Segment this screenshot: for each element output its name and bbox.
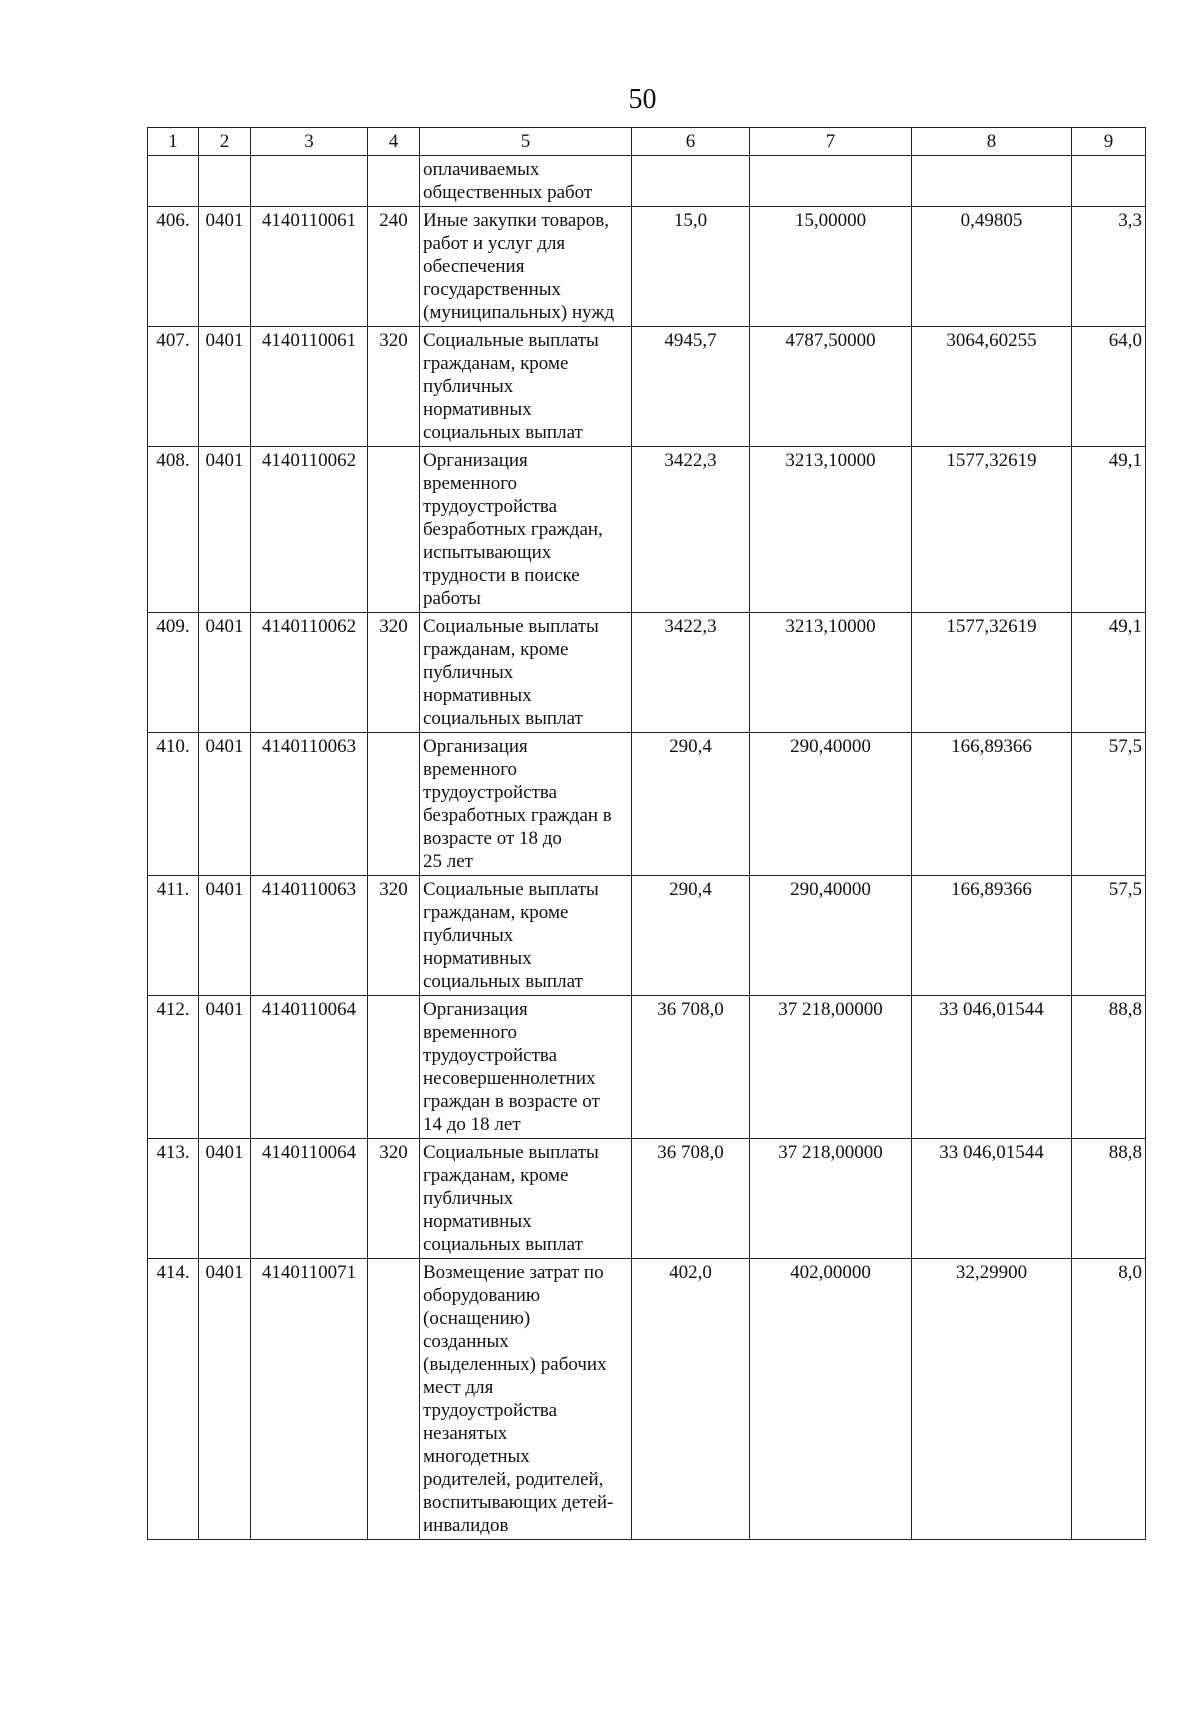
value-col-8: 1577,32619 xyxy=(912,613,1072,733)
item-name xyxy=(420,996,632,1139)
item-name-line: социальных выплат xyxy=(423,971,583,992)
value-col-9: 49,1 xyxy=(1072,447,1146,613)
item-name-line: Социальные выплаты xyxy=(423,1142,599,1163)
item-name-line: Организация xyxy=(423,736,528,757)
table-row xyxy=(148,327,1146,447)
item-name-line: незанятых xyxy=(423,1423,508,1444)
expense-type xyxy=(368,1259,420,1540)
row-number: 410. xyxy=(148,733,199,876)
header-col-9: 9 xyxy=(1072,128,1146,156)
item-name-line: временного xyxy=(423,473,518,494)
item-name-line: социальных выплат xyxy=(423,708,583,729)
section-code: 0401 xyxy=(199,447,251,613)
item-name-line: социальных выплат xyxy=(423,1234,583,1255)
item-name xyxy=(420,733,632,876)
value-col-9: 57,5 xyxy=(1072,876,1146,996)
item-name xyxy=(420,447,632,613)
value-col-7 xyxy=(750,156,912,207)
item-name-line: трудоустройства xyxy=(423,782,558,803)
section-code: 0401 xyxy=(199,733,251,876)
value-col-8: 166,89366 xyxy=(912,733,1072,876)
item-name-line: Возмещение затрат по xyxy=(423,1262,604,1283)
item-name-line: оплачиваемых xyxy=(423,159,540,180)
section-code: 0401 xyxy=(199,996,251,1139)
target-code: 4140110064 xyxy=(251,1139,368,1259)
item-name-line: публичных xyxy=(423,925,514,946)
value-col-7: 290,40000 xyxy=(750,876,912,996)
item-name-line: Организация xyxy=(423,999,528,1020)
item-name xyxy=(420,876,632,996)
item-name-line: безработных граждан в xyxy=(423,805,612,826)
value-col-8 xyxy=(912,156,1072,207)
expense-type xyxy=(368,733,420,876)
table-row xyxy=(148,733,1146,876)
item-name-line: несовершеннолетних xyxy=(423,1068,596,1089)
expense-type xyxy=(368,996,420,1139)
item-name-line: родителей, родителей, xyxy=(423,1469,604,1490)
value-col-8: 166,89366 xyxy=(912,876,1072,996)
item-name-line: нормативных xyxy=(423,685,532,706)
header-col-5: 5 xyxy=(420,128,632,156)
value-col-7: 15,00000 xyxy=(750,207,912,327)
header-col-7: 7 xyxy=(750,128,912,156)
table-row xyxy=(148,447,1146,613)
value-col-6: 4945,7 xyxy=(632,327,750,447)
target-code: 4140110063 xyxy=(251,876,368,996)
table-row xyxy=(148,207,1146,327)
item-name-line: нормативных xyxy=(423,1211,532,1232)
item-name-line: трудности в поиске xyxy=(423,565,580,586)
item-name xyxy=(420,156,632,207)
item-name-line: государственных xyxy=(423,279,562,300)
item-name-line: Социальные выплаты xyxy=(423,330,599,351)
value-col-8: 32,29900 xyxy=(912,1259,1072,1540)
row-number: 409. xyxy=(148,613,199,733)
value-col-6: 3422,3 xyxy=(632,613,750,733)
item-name-line: граждан в возрасте от xyxy=(423,1091,600,1112)
item-name-line: Социальные выплаты xyxy=(423,879,599,900)
item-name-line: гражданам, кроме xyxy=(423,1165,569,1186)
item-name-line: Социальные выплаты xyxy=(423,616,599,637)
page-number: 50 xyxy=(628,84,657,115)
expense-type: 240 xyxy=(368,207,420,327)
item-name-line: работы xyxy=(423,588,481,609)
item-name-line: работ и услуг для xyxy=(423,233,566,254)
value-col-7: 4787,50000 xyxy=(750,327,912,447)
item-name-line: 25 лет xyxy=(423,851,473,872)
target-code: 4140110061 xyxy=(251,207,368,327)
value-col-6: 36 708,0 xyxy=(632,1139,750,1259)
item-name xyxy=(420,327,632,447)
value-col-9: 88,8 xyxy=(1072,1139,1146,1259)
item-name-line: созданных xyxy=(423,1331,509,1352)
value-col-6 xyxy=(632,156,750,207)
value-col-6: 15,0 xyxy=(632,207,750,327)
header-col-1: 1 xyxy=(148,128,199,156)
target-code xyxy=(251,156,368,207)
value-col-7: 3213,10000 xyxy=(750,447,912,613)
header-col-2: 2 xyxy=(199,128,251,156)
section-code: 0401 xyxy=(199,1139,251,1259)
item-name-line: социальных выплат xyxy=(423,422,583,443)
item-name-line: безработных граждан, xyxy=(423,519,603,540)
item-name-line: трудоустройства xyxy=(423,1045,558,1066)
value-col-7: 37 218,00000 xyxy=(750,996,912,1139)
target-code: 4140110061 xyxy=(251,327,368,447)
item-name-line: (оснащению) xyxy=(423,1308,531,1329)
target-code: 4140110063 xyxy=(251,733,368,876)
header-col-6: 6 xyxy=(632,128,750,156)
item-name-line: нормативных xyxy=(423,948,532,969)
value-col-9: 88,8 xyxy=(1072,996,1146,1139)
item-name xyxy=(420,1139,632,1259)
item-name-line: обеспечения xyxy=(423,256,525,277)
value-col-7: 402,00000 xyxy=(750,1259,912,1540)
section-code: 0401 xyxy=(199,207,251,327)
item-name-line: 14 до 18 лет xyxy=(423,1114,521,1135)
item-name-line: (муниципальных) нужд xyxy=(423,302,615,323)
target-code: 4140110062 xyxy=(251,613,368,733)
value-col-9: 3,3 xyxy=(1072,207,1146,327)
item-name xyxy=(420,1259,632,1540)
section-code: 0401 xyxy=(199,876,251,996)
item-name xyxy=(420,207,632,327)
row-number: 414. xyxy=(148,1259,199,1540)
value-col-9: 49,1 xyxy=(1072,613,1146,733)
item-name-line: гражданам, кроме xyxy=(423,902,569,923)
table-row xyxy=(148,876,1146,996)
item-name-line: возрасте от 18 до xyxy=(423,828,562,849)
section-code: 0401 xyxy=(199,327,251,447)
row-number: 411. xyxy=(148,876,199,996)
item-name-line: испытывающих xyxy=(423,542,552,563)
row-number: 407. xyxy=(148,327,199,447)
table-row xyxy=(148,1139,1146,1259)
row-number: 413. xyxy=(148,1139,199,1259)
value-col-8: 33 046,01544 xyxy=(912,1139,1072,1259)
table-row xyxy=(148,613,1146,733)
item-name-line: публичных xyxy=(423,662,514,683)
item-name-line: воспитывающих детей- xyxy=(423,1492,614,1513)
item-name-line: Организация xyxy=(423,450,528,471)
row-number xyxy=(148,156,199,207)
value-col-6: 290,4 xyxy=(632,733,750,876)
value-col-9 xyxy=(1072,156,1146,207)
target-code: 4140110064 xyxy=(251,996,368,1139)
value-col-6: 290,4 xyxy=(632,876,750,996)
expense-type: 320 xyxy=(368,613,420,733)
budget-table xyxy=(147,127,1146,1540)
row-number: 408. xyxy=(148,447,199,613)
header-col-3: 3 xyxy=(251,128,368,156)
item-name-line: нормативных xyxy=(423,399,532,420)
expense-type: 320 xyxy=(368,327,420,447)
item-name-line: трудоустройства xyxy=(423,496,558,517)
header-col-4: 4 xyxy=(368,128,420,156)
item-name-line: гражданам, кроме xyxy=(423,353,569,374)
value-col-9: 8,0 xyxy=(1072,1259,1146,1540)
row-number: 406. xyxy=(148,207,199,327)
value-col-7: 290,40000 xyxy=(750,733,912,876)
value-col-7: 37 218,00000 xyxy=(750,1139,912,1259)
section-code xyxy=(199,156,251,207)
item-name-line: временного xyxy=(423,1022,518,1043)
item-name-line: мест для xyxy=(423,1377,494,1398)
value-col-8: 0,49805 xyxy=(912,207,1072,327)
value-col-6: 36 708,0 xyxy=(632,996,750,1139)
expense-type: 320 xyxy=(368,876,420,996)
item-name xyxy=(420,613,632,733)
table-body xyxy=(148,156,1146,1540)
value-col-9: 64,0 xyxy=(1072,327,1146,447)
item-name-line: Иные закупки товаров, xyxy=(423,210,609,231)
value-col-8: 1577,32619 xyxy=(912,447,1072,613)
table-row xyxy=(148,1259,1146,1540)
expense-type: 320 xyxy=(368,1139,420,1259)
item-name-line: трудоустройства xyxy=(423,1400,558,1421)
item-name-line: (выделенных) рабочих xyxy=(423,1354,607,1375)
value-col-8: 3064,60255 xyxy=(912,327,1072,447)
header-row xyxy=(148,128,1146,156)
target-code: 4140110071 xyxy=(251,1259,368,1540)
expense-type xyxy=(368,447,420,613)
section-code: 0401 xyxy=(199,613,251,733)
value-col-9: 57,5 xyxy=(1072,733,1146,876)
item-name-line: оборудованию xyxy=(423,1285,541,1306)
item-name-line: общественных работ xyxy=(423,182,593,203)
item-name-line: публичных xyxy=(423,376,514,397)
item-name-line: инвалидов xyxy=(423,1515,509,1536)
value-col-6: 402,0 xyxy=(632,1259,750,1540)
section-code: 0401 xyxy=(199,1259,251,1540)
item-name-line: многодетных xyxy=(423,1446,530,1467)
item-name-line: гражданам, кроме xyxy=(423,639,569,660)
row-number: 412. xyxy=(148,996,199,1139)
expense-type xyxy=(368,156,420,207)
value-col-8: 33 046,01544 xyxy=(912,996,1072,1139)
target-code: 4140110062 xyxy=(251,447,368,613)
item-name-line: публичных xyxy=(423,1188,514,1209)
table-row xyxy=(148,996,1146,1139)
value-col-6: 3422,3 xyxy=(632,447,750,613)
value-col-7: 3213,10000 xyxy=(750,613,912,733)
table-row xyxy=(148,156,1146,207)
header-col-8: 8 xyxy=(912,128,1072,156)
item-name-line: временного xyxy=(423,759,518,780)
